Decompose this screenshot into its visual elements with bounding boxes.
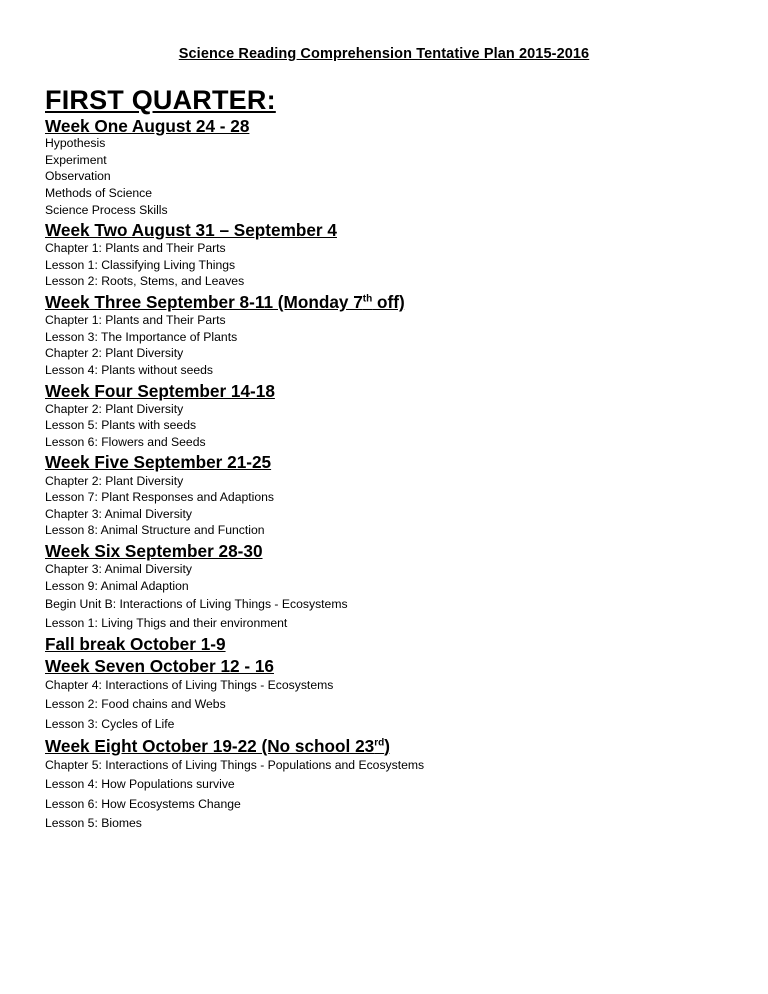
week-seven-item: Lesson 3: Cycles of Life (45, 717, 175, 731)
week-four-item: Lesson 5: Plants with seeds (45, 418, 197, 432)
week-one-item: Science Process Skills (45, 203, 168, 217)
document-title: Science Reading Comprehension Tentative Plan 2015-2016 (178, 46, 590, 62)
week-eight-heading-text: Week Eight October 19-22 (No school 23 (45, 736, 375, 756)
week-four-item: Chapter 2: Plant Diversity (45, 402, 184, 416)
fall-break-heading: Fall break October 1-9 (45, 634, 226, 654)
week-one-heading: Week One August 24 - 28 (45, 116, 250, 136)
week-four-item: Lesson 6: Flowers and Seeds (45, 435, 206, 449)
week-seven-heading: Week Seven October 12 - 16 (45, 656, 274, 676)
week-five-item: Lesson 7: Plant Responses and Adaptions (45, 490, 275, 504)
week-seven-item: Chapter 4: Interactions of Living Things - Ecosystems (45, 678, 334, 692)
week-eight-heading-superscript: rd (374, 737, 385, 749)
week-six-item: Chapter 3: Animal Diversity (45, 562, 192, 576)
week-five-item: Lesson 8: Animal Structure and Function (45, 523, 265, 537)
week-eight-item: Lesson 5: Biomes (45, 816, 142, 830)
week-three-item: Lesson 3: The Importance of Plants (45, 330, 238, 344)
week-four-heading: Week Four September 14-18 (45, 381, 275, 401)
week-six-item: Begin Unit B: Interactions of Living Things - Ecosystems (45, 597, 348, 611)
week-one-item: Hypothesis (45, 136, 106, 150)
week-eight-item: Lesson 4: How Populations survive (45, 777, 235, 791)
week-five-heading: Week Five September 21-25 (45, 452, 272, 472)
week-two-item: Lesson 1: Classifying Living Things (45, 258, 236, 272)
week-two-item: Chapter 1: Plants and Their Parts (45, 241, 226, 255)
week-three-heading-superscript: th (362, 293, 373, 305)
week-three-item: Chapter 1: Plants and Their Parts (45, 313, 226, 327)
week-three-heading (45, 292, 405, 313)
week-six-item: Lesson 9: Animal Adaption (45, 579, 189, 593)
week-seven-item: Lesson 2: Food chains and Webs (45, 697, 226, 711)
week-two-item: Lesson 2: Roots, Stems, and Leaves (45, 274, 245, 288)
week-one-item: Methods of Science (45, 186, 153, 200)
quarter-title: FIRST QUARTER: (45, 85, 276, 115)
week-six-heading: Week Six September 28-30 (45, 541, 263, 561)
week-two-heading: Week Two August 31 – September 4 (45, 220, 337, 240)
week-one-item: Observation (45, 169, 111, 183)
week-five-item: Chapter 3: Animal Diversity (45, 507, 192, 521)
week-eight-item: Lesson 6: How Ecosystems Change (45, 797, 241, 811)
week-three-heading-text: Week Three September 8-11 (Monday 7 (45, 292, 363, 312)
week-eight-heading (45, 736, 390, 757)
week-one-item: Experiment (45, 153, 107, 167)
week-eight-item: Chapter 5: Interactions of Living Things - Populations and Ecosystems (45, 758, 425, 772)
week-three-heading-suffix: off) (372, 292, 405, 312)
week-eight-heading-suffix: ) (384, 736, 390, 756)
week-three-item: Chapter 2: Plant Diversity (45, 346, 184, 360)
week-three-item: Lesson 4: Plants without seeds (45, 363, 214, 377)
week-five-item: Chapter 2: Plant Diversity (45, 474, 184, 488)
week-six-item: Lesson 1: Living Thigs and their environment (45, 616, 288, 630)
